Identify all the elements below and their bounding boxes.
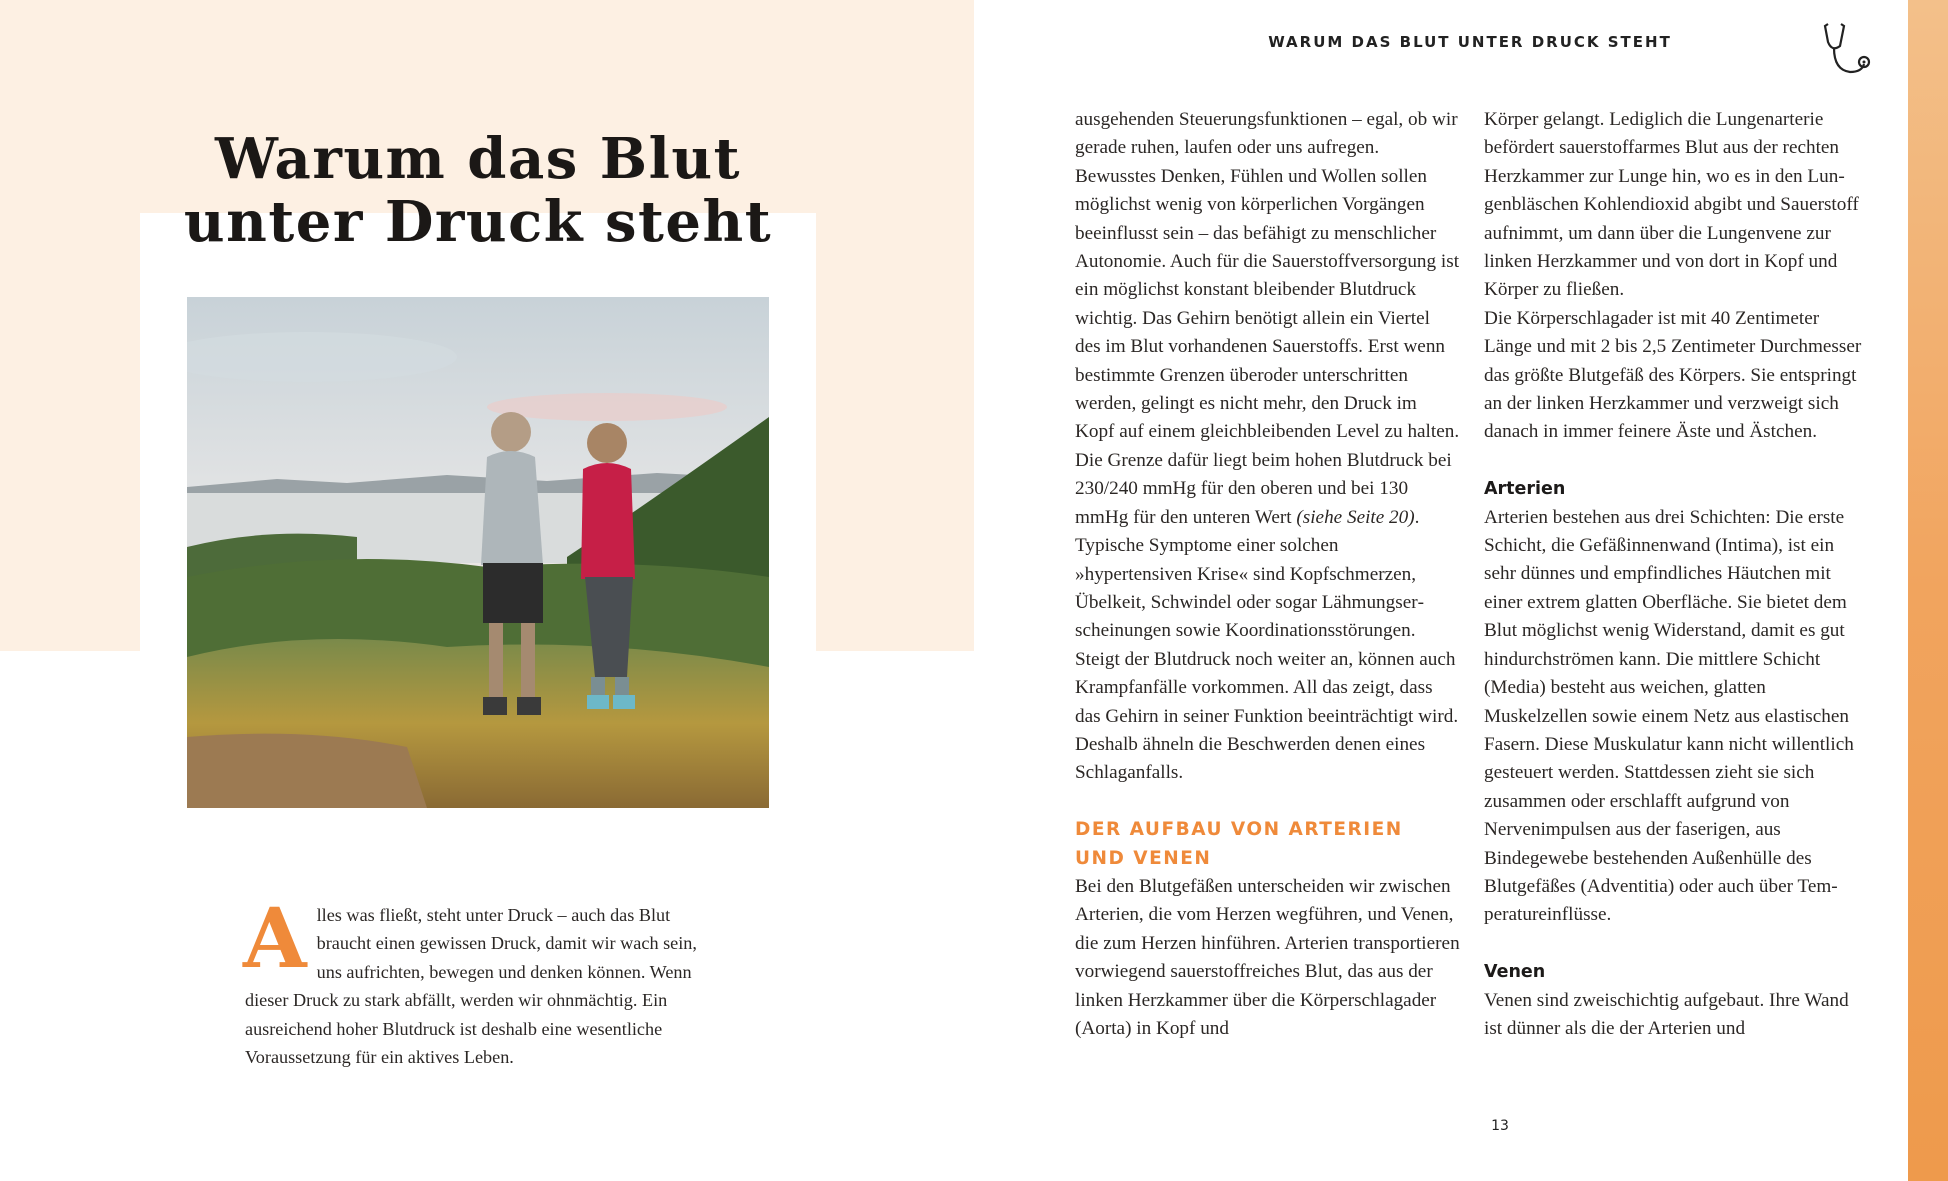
col1-paragraph-2-text-end: . Typische Symptome einer solchen »hypertensiven Krise« sind Kopfschmerzen, Übelkeit, Schwindel oder sogar Lähmungserscheinungen sowie Koordinationsstörungen. Steigt der Blutdruck noch weiter an, können auch Krampfanfälle vorkommen. All das zeigt, dass das Gehirn in seiner Funktion beeinträchtigt wird. Deshalb ähneln die Beschwerden denen eines Schlaganfalls. bbox=[1075, 506, 1459, 784]
intro-text: lles was fließt, steht unter Druck – auch das Blut braucht einen gewissen Druck, damit wir wach sein, uns aufrichten, bewegen und denken können. Wenn dieser Druck zu stark abfällt, werden wir ohnmächtig. Ein ausreichend hoher Blutdruck ist deshalb eine wesentliche Voraussetzung für ein aktives Leben. bbox=[245, 905, 697, 1068]
title-line-2: unter Druck steht bbox=[183, 189, 773, 255]
peach-background-left bbox=[0, 213, 140, 651]
peach-background-right bbox=[816, 213, 974, 651]
running-head: WARUM DAS BLUT UNTER DRUCK STEHT bbox=[1268, 33, 1672, 51]
col1-paragraph-2-text: Die Grenze dafür liegt beim hohen Blutdruck bei 230/240 mmHg für den oberen und bei 130 mmHg für den unteren Wert bbox=[1075, 449, 1452, 528]
section-heading bbox=[1075, 816, 1460, 873]
hikers-photo-illustration bbox=[187, 297, 769, 808]
subheading-arterien: Arterien bbox=[1484, 479, 1566, 500]
title-line-1: Warum das Blut bbox=[215, 126, 741, 192]
intro-dropcap: A bbox=[243, 891, 307, 987]
section-heading-line-1: DER AUFBAU VON ARTERIEN bbox=[1075, 819, 1403, 841]
spacer bbox=[1484, 930, 1869, 958]
orange-edge-bar bbox=[1908, 0, 1948, 1181]
page-number: 13 bbox=[1491, 1118, 1509, 1134]
text-column-2 bbox=[1484, 106, 1869, 1043]
col1-paragraph-2 bbox=[1075, 447, 1460, 788]
page-title bbox=[160, 128, 796, 254]
page-reference: (siehe Seite 20) bbox=[1296, 506, 1415, 528]
col2-paragraph-2: Die Körperschlagader ist mit 40 Zentimeter Länge und mit 2 bis 2,5 Zentimeter Durchmesser das größte Blutgefäß des Körpers. Sie entspringt an der linken Herzkammer und verzweigt sich danach in immer feinere Äste und Ästchen. bbox=[1484, 307, 1862, 443]
spacer bbox=[1484, 447, 1869, 475]
hikers-photo bbox=[187, 297, 769, 808]
intro-paragraph bbox=[243, 891, 715, 1071]
col2-paragraph-4: Venen sind zweischichtig aufgebaut. Ihre Wand ist dünner als die der Arterien und bbox=[1484, 989, 1849, 1039]
col2-paragraph-1: Körper gelangt. Lediglich die Lungenarterie befördert sauerstoffarmes Blut aus der rechten Herzkammer zur Lunge hin, wo es in den Lungenbläschen Kohlendioxid abgibt und Sauerstoff aufnimmt, um dann über die Lungenvene zur linken Herzkammer und von dort in Kopf und Körper zu fließen. bbox=[1484, 109, 1859, 301]
subheading-venen: Venen bbox=[1484, 962, 1546, 983]
spacer bbox=[1075, 788, 1460, 816]
col2-paragraph-3: Arterien bestehen aus drei Schichten: Die erste Schicht, die Gefäßinnenwand (Intima), ist ein sehr dünnes und empfindliches Häutchen mit einer extrem glatten Oberfläche. Sie bietet dem Blut möglichst wenig Widerstand, damit es gut hindurchströmen kann. Die mittlere Schicht (Media) besteht aus weichen, glatten Muskelzellen sowie einem Netz aus elastischen Fasern. Diese Muskulatur kann nicht willentlich gesteuert werden. Stattdessen zieht sie sich zusammen oder erschlafft aufgrund von Nervenimpulsen aus der faserigen, aus Bindegewebe bestehenden Außenhülle des Blutgefäßes (Adventitia) oder auch über Temperatureinflüsse. bbox=[1484, 506, 1854, 926]
section-heading-line-2: UND VENEN bbox=[1075, 847, 1212, 869]
col1-paragraph-1: ausgehenden Steuerungsfunktionen – egal, ob wir gerade ruhen, laufen oder uns aufregen. Bewusstes Denken, Fühlen und Wollen sollen möglichst wenig von körperlichen Vorgängen beeinflusst sein – das befähigt zu menschlicher Autonomie. Auch für die Sauerstoffversorgung ist ein möglichst konstant bleibender Blutdruck wichtig. Das Gehirn benötigt allein ein Viertel des im Blut vorhandenen Sauerstoffs. Erst wenn bestimmte Grenzen überoder unterschritten werden, gelingt es nicht mehr, den Druck im Kopf auf einem gleichbleibenden Level zu halten. bbox=[1075, 109, 1460, 443]
stethoscope-icon bbox=[1820, 20, 1872, 80]
col1-paragraph-3: Bei den Blutgefäßen unterscheiden wir zwischen Arterien, die vom Herzen wegführen, und Venen, die zum Herzen hinführen. Arterien transportieren vorwiegend sauerstoffreiches Blut, das aus der linken Herzkammer über die Körperschlagader (Aorta) in Kopf und bbox=[1075, 875, 1460, 1039]
text-column-1 bbox=[1075, 106, 1460, 1043]
